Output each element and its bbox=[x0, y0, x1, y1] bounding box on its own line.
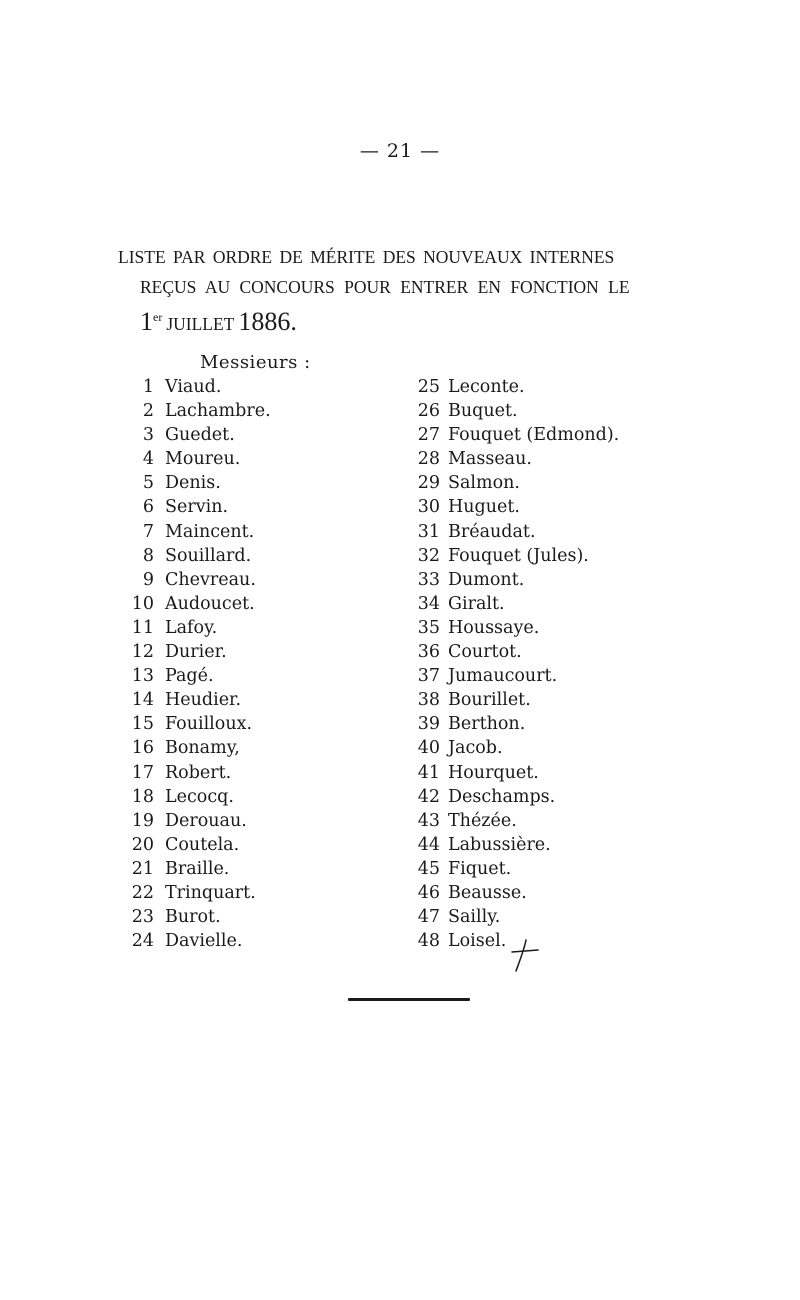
intern-name: Bonamy, bbox=[165, 738, 240, 759]
intern-name: Labussière. bbox=[448, 834, 551, 855]
intern-name: Heudier. bbox=[165, 690, 242, 711]
list-item bbox=[410, 495, 619, 519]
list-item bbox=[130, 471, 271, 495]
rank-number: 46 bbox=[417, 882, 440, 903]
rank-number: 19 bbox=[131, 810, 154, 831]
list-item bbox=[130, 520, 271, 544]
rank-number: 15 bbox=[131, 714, 154, 735]
rank-number: 13 bbox=[131, 666, 154, 687]
rank-number: 37 bbox=[417, 666, 440, 687]
list-item bbox=[130, 375, 271, 399]
intern-name: Houssaye. bbox=[448, 617, 540, 638]
intern-name: Guedet. bbox=[165, 425, 235, 446]
rank-number: 10 bbox=[131, 593, 154, 614]
list-item bbox=[410, 471, 619, 495]
rank-number: 23 bbox=[131, 907, 154, 928]
intern-name: Hourquet. bbox=[448, 762, 539, 783]
list-item bbox=[130, 809, 271, 833]
rank-number: 1 bbox=[142, 377, 154, 397]
list-item bbox=[410, 640, 619, 664]
list-item bbox=[410, 375, 619, 399]
rank-number: 18 bbox=[131, 786, 154, 807]
intern-name: Trinquart. bbox=[165, 882, 256, 903]
heading-line-3 bbox=[118, 302, 718, 339]
rank-number: 29 bbox=[417, 473, 440, 494]
list-item bbox=[130, 592, 271, 616]
list-item bbox=[410, 712, 619, 736]
intern-name: Maincent. bbox=[165, 521, 255, 542]
heading-day: 1 bbox=[140, 306, 153, 336]
rank-number: 25 bbox=[417, 377, 440, 397]
intern-name: Jacob. bbox=[448, 738, 503, 759]
heading-year: 1886. bbox=[238, 306, 297, 336]
rank-number: 26 bbox=[417, 401, 440, 422]
rank-number: 21 bbox=[131, 858, 154, 879]
list-item bbox=[130, 664, 271, 688]
list-item bbox=[410, 568, 619, 592]
intern-name: Fouilloux. bbox=[165, 714, 253, 735]
rank-number: 11 bbox=[131, 617, 154, 638]
rank-number: 44 bbox=[417, 834, 440, 855]
list-item bbox=[130, 712, 271, 736]
list-item bbox=[130, 447, 271, 471]
intern-name: Robert. bbox=[165, 762, 232, 783]
list-item bbox=[130, 857, 271, 881]
rank-number: 6 bbox=[142, 497, 154, 518]
rank-number: 20 bbox=[131, 834, 154, 855]
list-item bbox=[130, 905, 271, 929]
rank-number: 47 bbox=[417, 907, 440, 928]
list-item bbox=[410, 616, 619, 640]
intern-name: Davielle. bbox=[165, 931, 243, 952]
intern-name: Coutela. bbox=[165, 834, 240, 855]
rank-number: 42 bbox=[417, 786, 440, 807]
intern-name: Pagé. bbox=[165, 666, 214, 687]
list-item bbox=[130, 688, 271, 712]
list-item bbox=[130, 616, 271, 640]
rank-number: 31 bbox=[417, 521, 440, 542]
intern-name: Bréaudat. bbox=[448, 521, 536, 542]
rank-number: 48 bbox=[417, 931, 440, 952]
list-item bbox=[130, 544, 271, 568]
rank-number: 24 bbox=[131, 931, 154, 952]
intern-name: Bourillet. bbox=[448, 690, 531, 711]
list-item bbox=[130, 833, 271, 857]
rank-number: 32 bbox=[417, 545, 440, 566]
rank-number: 45 bbox=[417, 858, 440, 879]
list-item bbox=[410, 664, 619, 688]
heading-day-suffix: er bbox=[153, 309, 163, 324]
rank-number: 5 bbox=[142, 473, 154, 494]
intern-name: Fouquet (Edmond). bbox=[448, 425, 620, 446]
rank-number: 36 bbox=[417, 642, 440, 663]
intern-name: Jumaucourt. bbox=[448, 666, 558, 687]
intern-name: Thézée. bbox=[448, 810, 517, 831]
list-item bbox=[410, 881, 619, 905]
rank-number: 33 bbox=[417, 569, 440, 590]
list-item bbox=[130, 495, 271, 519]
heading-line-2: REÇUS AU CONCOURS POUR ENTRER EN FONCTION LE bbox=[140, 276, 630, 297]
list-item bbox=[410, 399, 619, 423]
intern-name: Fouquet (Jules). bbox=[448, 545, 589, 566]
list-item bbox=[410, 544, 619, 568]
intern-name: Durier. bbox=[165, 642, 227, 663]
rank-number: 17 bbox=[131, 762, 154, 783]
heading-month: JUILLET bbox=[166, 313, 235, 334]
rank-number: 27 bbox=[417, 425, 440, 446]
list-heading bbox=[118, 242, 718, 339]
list-item bbox=[130, 640, 271, 664]
intern-name: Burot. bbox=[165, 907, 221, 928]
intern-name: Souillard. bbox=[165, 545, 252, 566]
list-item bbox=[410, 809, 619, 833]
rank-number: 41 bbox=[417, 762, 440, 783]
list-item bbox=[410, 905, 619, 929]
rank-number: 34 bbox=[417, 593, 440, 614]
rank-number: 43 bbox=[417, 810, 440, 831]
rank-number: 16 bbox=[131, 738, 154, 759]
intern-name: Fiquet. bbox=[448, 858, 512, 879]
list-item bbox=[410, 833, 619, 857]
intern-name: Chevreau. bbox=[165, 569, 256, 590]
rank-number: 35 bbox=[417, 617, 440, 638]
list-item bbox=[130, 736, 271, 760]
rank-number: 12 bbox=[131, 642, 154, 663]
rank-number: 39 bbox=[417, 714, 440, 735]
list-item bbox=[410, 688, 619, 712]
intern-name: Berthon. bbox=[448, 714, 526, 735]
ranking-list-right bbox=[410, 375, 619, 953]
page-number: — 21 — bbox=[359, 140, 441, 162]
rank-number: 28 bbox=[417, 449, 440, 470]
list-item bbox=[130, 929, 271, 953]
list-item bbox=[410, 447, 619, 471]
intern-name: Moureu. bbox=[165, 449, 241, 470]
intern-name: Beausse. bbox=[448, 882, 527, 903]
closing-rule bbox=[348, 998, 470, 1001]
list-item bbox=[130, 761, 271, 785]
rank-number: 40 bbox=[417, 738, 440, 759]
intern-name: Loisel. bbox=[448, 931, 507, 952]
intern-name: Deschamps. bbox=[448, 786, 556, 807]
rank-number: 38 bbox=[417, 690, 440, 711]
intern-name: Huguet. bbox=[448, 497, 520, 518]
rank-number: 7 bbox=[142, 521, 154, 542]
heading-line-1: LISTE PAR ORDRE DE MÉRITE DES NOUVEAUX INTERNES bbox=[118, 246, 615, 267]
salutation: Messieurs : bbox=[200, 352, 311, 373]
rank-number: 2 bbox=[142, 401, 154, 422]
intern-name: Braille. bbox=[165, 858, 230, 879]
list-item bbox=[130, 785, 271, 809]
intern-name: Lachambre. bbox=[165, 401, 271, 422]
intern-name: Leconte. bbox=[448, 377, 525, 397]
rank-number: 8 bbox=[142, 545, 154, 566]
rank-number: 3 bbox=[142, 425, 154, 446]
intern-name: Courtot. bbox=[448, 642, 522, 663]
intern-name: Masseau. bbox=[448, 449, 532, 470]
intern-name: Viaud. bbox=[165, 377, 222, 397]
intern-name: Lafoy. bbox=[165, 617, 218, 638]
rank-number: 14 bbox=[131, 690, 154, 711]
intern-name: Derouau. bbox=[165, 810, 247, 831]
list-item bbox=[410, 592, 619, 616]
handwritten-mark-icon bbox=[508, 938, 542, 974]
list-item bbox=[130, 568, 271, 592]
intern-name: Dumont. bbox=[448, 569, 525, 590]
intern-name: Salmon. bbox=[448, 473, 520, 494]
list-item bbox=[410, 857, 619, 881]
rank-number: 22 bbox=[131, 882, 154, 903]
intern-name: Giralt. bbox=[448, 593, 505, 614]
intern-name: Servin. bbox=[165, 497, 229, 518]
list-item bbox=[410, 520, 619, 544]
list-item bbox=[410, 423, 619, 447]
rank-number: 4 bbox=[142, 449, 154, 470]
list-item bbox=[410, 761, 619, 785]
list-item bbox=[410, 736, 619, 760]
list-item bbox=[130, 423, 271, 447]
ranking-list-left bbox=[130, 375, 271, 953]
intern-name: Denis. bbox=[165, 473, 221, 494]
intern-name: Audoucet. bbox=[165, 593, 255, 614]
list-item bbox=[130, 881, 271, 905]
rank-number: 9 bbox=[142, 569, 154, 590]
intern-name: Lecocq. bbox=[165, 786, 234, 807]
intern-name: Sailly. bbox=[448, 907, 501, 928]
intern-name: Buquet. bbox=[448, 401, 518, 422]
list-item bbox=[130, 399, 271, 423]
rank-number: 30 bbox=[417, 497, 440, 518]
list-item bbox=[410, 785, 619, 809]
